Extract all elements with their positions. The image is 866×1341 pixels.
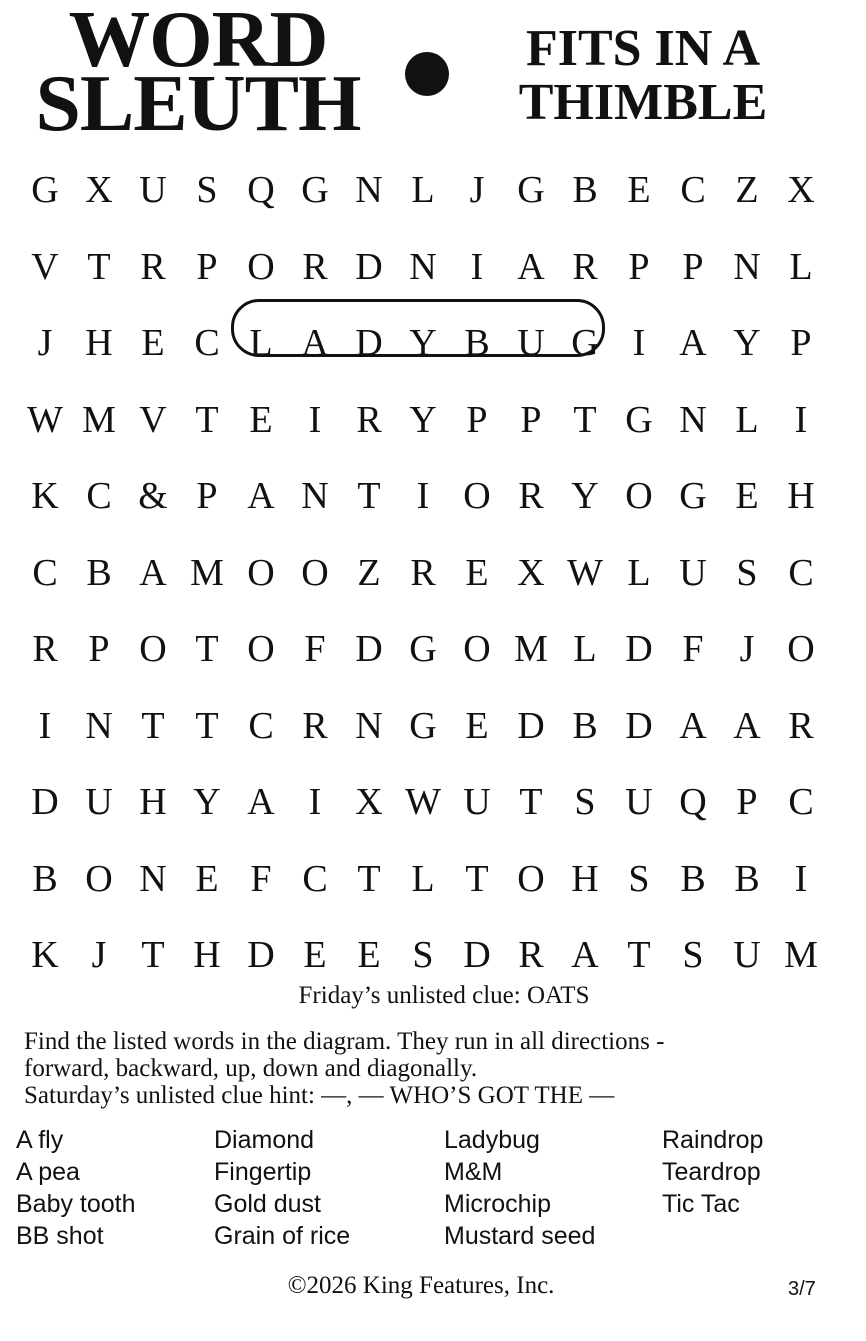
word-list-item: Tic Tac: [662, 1190, 740, 1218]
grid-letter: A: [571, 934, 599, 977]
grid-letter: G: [625, 398, 653, 441]
grid-letter: E: [141, 322, 165, 365]
grid-letter: R: [410, 551, 436, 594]
grid-letter: P: [196, 245, 218, 288]
grid-letter: R: [302, 704, 328, 747]
grid-letter: R: [788, 704, 814, 747]
grid-letter: S: [682, 934, 704, 977]
grid-letter: D: [247, 934, 275, 977]
grid-letter: E: [465, 704, 489, 747]
word-list-item: A fly: [16, 1126, 64, 1154]
grid-letter: R: [140, 245, 166, 288]
grid-letter: P: [790, 322, 812, 365]
grid-letter: C: [788, 551, 814, 594]
grid-letter: F: [682, 628, 704, 671]
grid-letter: P: [196, 475, 218, 518]
grid-letter: D: [355, 245, 383, 288]
grid-letter: F: [250, 857, 272, 900]
grid-letter: B: [734, 857, 760, 900]
grid-letter: R: [518, 934, 544, 977]
grid-letter: O: [247, 245, 275, 288]
grid-letter: U: [463, 781, 491, 824]
grid-letter: O: [625, 475, 653, 518]
grid-letter: R: [32, 628, 58, 671]
title-line-sleuth: SLEUTH: [35, 60, 361, 148]
grid-letter: D: [355, 322, 383, 365]
grid-letter: O: [247, 551, 275, 594]
grid-letter: L: [411, 169, 435, 212]
grid-letter: U: [733, 934, 761, 977]
theme-title: [488, 22, 798, 130]
grid-letter: E: [735, 475, 759, 518]
grid-letter: A: [247, 781, 275, 824]
word-list-item: BB shot: [16, 1222, 104, 1250]
grid-letter: G: [571, 322, 599, 365]
grid-letter: H: [193, 934, 221, 977]
grid-letter: C: [86, 475, 112, 518]
grid-letter: D: [517, 704, 545, 747]
grid-letter: Y: [409, 322, 437, 365]
grid-letter: R: [572, 245, 598, 288]
grid-letter: J: [739, 628, 755, 671]
grid-letter: L: [789, 245, 813, 288]
grid-letter: I: [470, 245, 484, 288]
grid-letter: Q: [247, 169, 275, 212]
grid-letter: L: [411, 857, 435, 900]
grid-letter: B: [464, 322, 490, 365]
grid-letter: P: [466, 398, 488, 441]
grid-letter: O: [463, 475, 491, 518]
grid-letter: G: [679, 475, 707, 518]
grid-letter: I: [794, 857, 808, 900]
grid-letter: O: [85, 857, 113, 900]
grid-letter: N: [301, 475, 329, 518]
grid-letter: A: [517, 245, 545, 288]
word-list-item: Gold dust: [214, 1190, 322, 1218]
grid-letter: A: [679, 704, 707, 747]
grid-letter: Y: [733, 322, 761, 365]
grid-letter: K: [31, 475, 59, 518]
word-list-item: Raindrop: [662, 1126, 764, 1154]
grid-letter: R: [356, 398, 382, 441]
grid-letter: I: [38, 704, 52, 747]
grid-letter: C: [32, 551, 58, 594]
grid-letter: T: [141, 934, 165, 977]
grid-letter: E: [249, 398, 273, 441]
grid-letter: H: [85, 322, 113, 365]
word-list-item: Ladybug: [444, 1126, 540, 1154]
grid-row: [18, 382, 838, 459]
grid-letter: P: [736, 781, 758, 824]
grid-letter: I: [632, 322, 646, 365]
grid-letter: K: [31, 934, 59, 977]
grid-letter: T: [195, 704, 219, 747]
grid-letter: E: [303, 934, 327, 977]
grid-letter: R: [302, 245, 328, 288]
grid-letter: T: [357, 857, 381, 900]
grid-letter: T: [465, 857, 489, 900]
grid-letter: P: [682, 245, 704, 288]
grid-row: [18, 841, 838, 918]
grid-letter: R: [518, 475, 544, 518]
grid-letter: P: [628, 245, 650, 288]
grid-letter: T: [141, 704, 165, 747]
grid-row: [18, 229, 838, 306]
grid-letter: U: [517, 322, 545, 365]
grid-letter: J: [37, 322, 53, 365]
theme-line-2: THIMBLE: [518, 74, 768, 131]
word-list-column-2: [214, 1124, 350, 1252]
grid-letter: C: [680, 169, 706, 212]
grid-letter: B: [32, 857, 58, 900]
theme-line-1: FITS IN A: [525, 20, 761, 77]
puzzle-date: 3/7: [788, 1278, 816, 1300]
grid-letter: S: [574, 781, 596, 824]
word-list-item: Baby tooth: [16, 1190, 136, 1218]
grid-letter: H: [139, 781, 167, 824]
grid-letter: T: [195, 398, 219, 441]
grid-letter: Z: [735, 169, 759, 212]
grid-row: [18, 764, 838, 841]
grid-letter: U: [625, 781, 653, 824]
grid-letter: O: [463, 628, 491, 671]
grid-letter: E: [357, 934, 381, 977]
word-list-column-3: [444, 1124, 595, 1252]
instructions-line-1: Find the listed words in the diagram. They run in all directions -: [24, 1028, 665, 1055]
word-list-column-4: [662, 1124, 763, 1220]
grid-letter: N: [679, 398, 707, 441]
grid-letter: Y: [571, 475, 599, 518]
letter-grid: [18, 152, 838, 994]
grid-letter: N: [355, 169, 383, 212]
grid-letter: L: [627, 551, 651, 594]
grid-letter: D: [625, 628, 653, 671]
grid-letter: Y: [193, 781, 221, 824]
word-list-item: A pea: [16, 1158, 80, 1186]
grid-letter: O: [247, 628, 275, 671]
grid-letter: C: [302, 857, 328, 900]
grid-letter: L: [735, 398, 759, 441]
grid-letter: E: [195, 857, 219, 900]
grid-letter: U: [85, 781, 113, 824]
grid-letter: D: [355, 628, 383, 671]
grid-letter: M: [784, 934, 818, 977]
instructions-line-2: forward, backward, up, down and diagonally.: [24, 1055, 478, 1082]
grid-letter: W: [27, 398, 63, 441]
grid-letter: C: [788, 781, 814, 824]
grid-letter: A: [247, 475, 275, 518]
grid-letter: M: [514, 628, 548, 671]
grid-letter: L: [249, 322, 273, 365]
grid-letter: B: [572, 169, 598, 212]
grid-letter: W: [405, 781, 441, 824]
grid-letter: N: [139, 857, 167, 900]
grid-letter: S: [736, 551, 758, 594]
word-list-item: Mustard seed: [444, 1222, 596, 1250]
grid-letter: T: [627, 934, 651, 977]
grid-letter: V: [31, 245, 59, 288]
grid-letter: T: [519, 781, 543, 824]
grid-letter: P: [520, 398, 542, 441]
grid-letter: X: [355, 781, 383, 824]
grid-letter: G: [301, 169, 329, 212]
grid-letter: G: [517, 169, 545, 212]
word-list-item: Teardrop: [662, 1158, 761, 1186]
grid-letter: G: [409, 704, 437, 747]
found-word-oval-ladybug: [231, 299, 605, 357]
word-list-item: Fingertip: [214, 1158, 312, 1186]
friday-unlisted-clue: Friday’s unlisted clue: OATS: [298, 982, 590, 1009]
grid-row: [18, 152, 838, 229]
grid-letter: C: [194, 322, 220, 365]
grid-letter: O: [787, 628, 815, 671]
grid-letter: S: [628, 857, 650, 900]
word-list-item: Microchip: [444, 1190, 551, 1218]
grid-letter: J: [469, 169, 485, 212]
grid-letter: X: [85, 169, 113, 212]
grid-letter: Z: [357, 551, 381, 594]
grid-letter: B: [680, 857, 706, 900]
grid-row: [18, 535, 838, 612]
grid-letter: T: [87, 245, 111, 288]
grid-letter: U: [679, 551, 707, 594]
grid-letter: I: [794, 398, 808, 441]
grid-letter: H: [571, 857, 599, 900]
grid-letter: D: [463, 934, 491, 977]
title-separator-dot: [405, 52, 449, 96]
grid-letter: H: [787, 475, 815, 518]
grid-letter: S: [196, 169, 218, 212]
grid-letter: A: [679, 322, 707, 365]
grid-letter: T: [573, 398, 597, 441]
grid-letter: B: [86, 551, 112, 594]
grid-letter: B: [572, 704, 598, 747]
grid-letter: D: [31, 781, 59, 824]
grid-letter: N: [733, 245, 761, 288]
grid-letter: O: [517, 857, 545, 900]
grid-letter: F: [304, 628, 326, 671]
grid-letter: J: [91, 934, 107, 977]
grid-letter: N: [409, 245, 437, 288]
grid-letter: M: [190, 551, 224, 594]
grid-letter: X: [517, 551, 545, 594]
grid-letter: A: [733, 704, 761, 747]
grid-letter: S: [412, 934, 434, 977]
grid-letter: P: [88, 628, 110, 671]
instructions-line-3: Saturday’s unlisted clue hint: —, — WHO’S GOT THE —: [24, 1082, 615, 1109]
word-list-item: Diamond: [214, 1126, 315, 1154]
grid-row: [18, 611, 838, 688]
word-list-item: Grain of rice: [214, 1222, 351, 1250]
word-list-column-1: [16, 1124, 136, 1252]
word-list-item: M&M: [444, 1158, 503, 1186]
copyright-notice: ©2026 King Features, Inc.: [287, 1272, 555, 1299]
grid-letter: O: [139, 628, 167, 671]
grid-letter: I: [416, 475, 430, 518]
title-word-sleuth: [12, 0, 384, 148]
grid-letter: N: [355, 704, 383, 747]
grid-letter: I: [308, 781, 322, 824]
grid-letter: Y: [409, 398, 437, 441]
grid-letter: A: [301, 322, 329, 365]
grid-letter: X: [787, 169, 815, 212]
grid-letter: T: [195, 628, 219, 671]
grid-letter: &: [138, 475, 168, 518]
grid-letter: C: [248, 704, 274, 747]
grid-letter: O: [301, 551, 329, 594]
grid-letter: N: [85, 704, 113, 747]
title-line-word: WORD: [68, 0, 328, 84]
grid-letter: D: [625, 704, 653, 747]
grid-letter: A: [139, 551, 167, 594]
grid-letter: I: [308, 398, 322, 441]
grid-letter: V: [139, 398, 167, 441]
grid-row: [18, 688, 838, 765]
grid-letter: U: [139, 169, 167, 212]
grid-letter: E: [465, 551, 489, 594]
grid-letter: E: [627, 169, 651, 212]
grid-letter: G: [31, 169, 59, 212]
grid-row: [18, 458, 838, 535]
grid-letter: T: [357, 475, 381, 518]
instructions: [24, 1028, 824, 1109]
grid-letter: Q: [679, 781, 707, 824]
grid-letter: W: [567, 551, 603, 594]
grid-letter: G: [409, 628, 437, 671]
grid-letter: L: [573, 628, 597, 671]
grid-letter: M: [82, 398, 116, 441]
